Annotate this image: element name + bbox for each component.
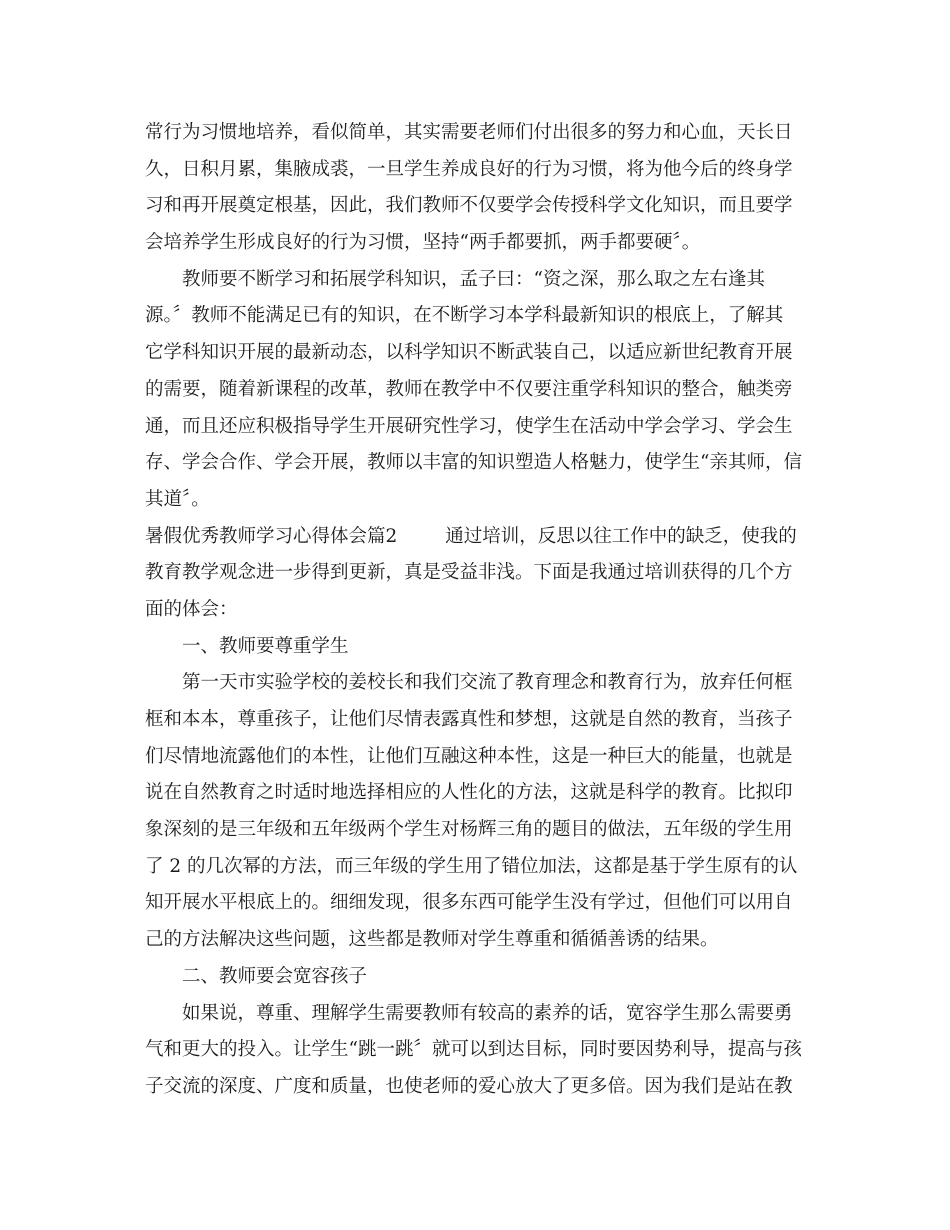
- paragraph-line: 象深刻的是三年级和五年级两个学生对杨辉三角的题目的做法，五年级的学生用: [145, 819, 793, 841]
- paragraph-line: 们尽情地流露他们的本性，让他们互融这种本性，这是一种巨大的能量，也就是: [145, 745, 793, 767]
- paragraph-line: 通过培训，反思以往工作中的缺乏，使我的: [445, 525, 797, 547]
- paragraph-line: 的需要，随着新课程的改革，教师在教学中不仅要注重学科知识的整合，触类旁: [145, 378, 793, 400]
- paragraph-line: 气和更大的投入。让学生“跳一跳〞就可以到达目标，同时要因势利导，提高与孩: [145, 1039, 802, 1061]
- paragraph-line: 知开展水平根底上的。细细发现，很多东西可能学生没有学过，但他们可以用自: [145, 892, 793, 914]
- document-body: [145, 115, 810, 1106]
- paragraph-line: 通，而且还应积极指导学生开展研究性学习，使学生在活动中学会学习、学会生: [145, 415, 793, 437]
- paragraph-line: 其道〞。: [145, 488, 210, 510]
- paragraph-line: 久，日积月累，集腋成裘，一旦学生养成良好的行为习惯，将为他今后的终身学: [145, 158, 793, 180]
- section-heading: 一、教师要尊重学生: [182, 635, 349, 657]
- section-heading: 二、教师要会宽容孩子: [182, 965, 368, 987]
- paragraph-line: 常行为习惯地培养，看似简单，其实需要老师们付出很多的努力和心血，天长日: [145, 122, 793, 143]
- paragraph-line: 己的方法解决这些问题，这些都是教师对学生尊重和循循善诱的结果。: [145, 929, 719, 951]
- section-title: 暑假优秀教师学习心得体会篇2: [145, 525, 398, 547]
- paragraph-line: 面的体会：: [145, 598, 238, 620]
- paragraph-line: 存、学会合作、学会开展，教师以丰富的知识塑造人格魅力，使学生“亲其师，信: [145, 452, 802, 474]
- paragraph-line: 第一天市实验学校的姜校长和我们交流了教育理念和教育行为，放弃任何框: [182, 672, 793, 694]
- paragraph-line: 它学科知识开展的最新动态，以科学知识不断武装自己，以适应新世纪教育开展: [145, 342, 793, 364]
- paragraph-line: 说在自然教育之时适时地选择相应的人性化的方法，这就是科学的教育。比拟印: [145, 782, 793, 804]
- paragraph-line: 教育教学观念进一步得到更新，真是受益非浅。下面是我通过培训获得的几个方: [145, 562, 793, 584]
- paragraph-line: 习和再开展奠定根基，因此，我们教师不仅要学会传授科学文化知识，而且要学: [145, 195, 793, 217]
- paragraph-line: 如果说，尊重、理解学生需要教师有较高的素养的话，宽容学生那么需要勇: [182, 1002, 793, 1024]
- paragraph-line: 了 2 的几次幂的方法，而三年级的学生用了错位加法，这都是基于学生原有的认: [145, 855, 798, 877]
- section-title-line: [145, 519, 810, 556]
- paragraph-line: 子交流的深度、广度和质量，也使老师的爱心放大了更多倍。因为我们是站在教: [145, 1075, 793, 1097]
- paragraph-line: 会培养学生形成良好的行为习惯，坚持“两手都要抓，两手都要硬〞。: [145, 232, 701, 254]
- paragraph-line: 教师要不断学习和拓展学科知识，孟子曰：“资之深，那么取之左右逢其: [182, 268, 765, 290]
- paragraph-line: 框和本本，尊重孩子，让他们尽情表露真性和梦想，这就是自然的教育，当孩子: [145, 709, 793, 730]
- paragraph-line: 源。〞教师不能满足已有的知识，在不断学习本学科最新知识的根底上，了解其: [145, 305, 784, 327]
